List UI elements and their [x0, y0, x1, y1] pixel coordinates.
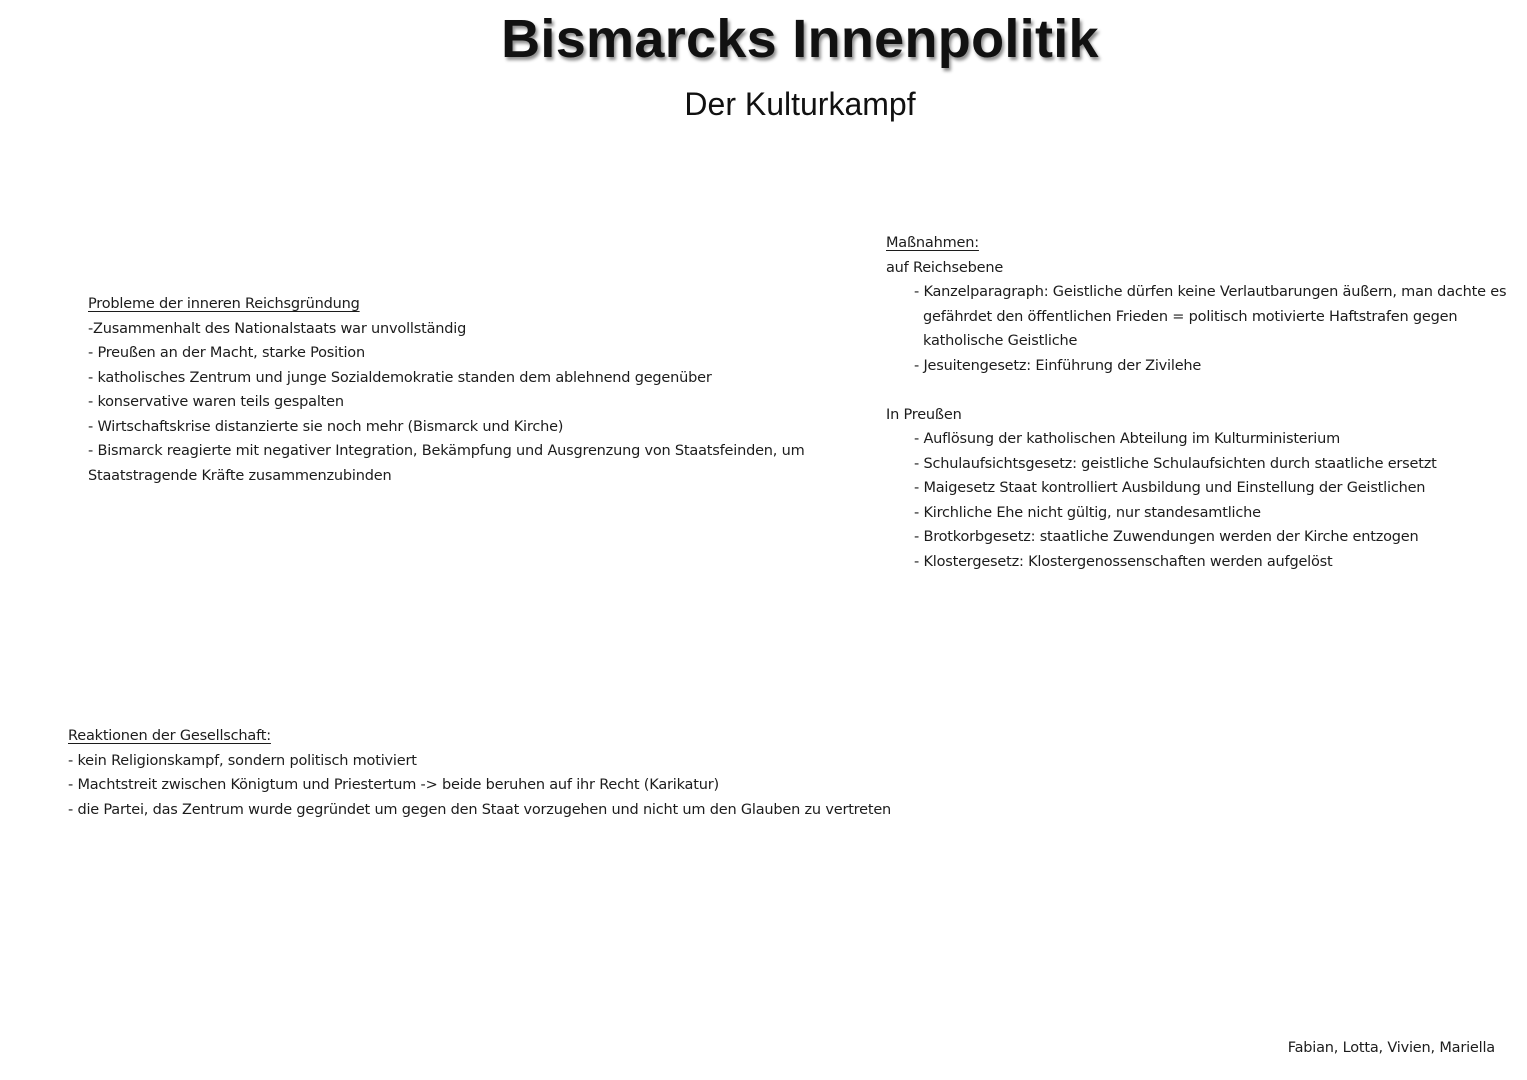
authors-credit: Fabian, Lotta, Vivien, Mariella	[1287, 1040, 1495, 1056]
page-subtitle: Der Kulturkampf	[684, 86, 916, 122]
massnahmen-section	[886, 231, 1506, 574]
reaktionen-line: - kein Religionskampf, sondern politisch motiviert	[68, 752, 417, 769]
probleme-line: -Zusammenhalt des Nationalstaats war unvollständig	[88, 320, 467, 337]
page-title: Bismarcks Innenpolitik	[501, 9, 1099, 69]
probleme-line: - Wirtschaftskrise distanzierte sie noch mehr (Bismarck und Kirche)	[88, 418, 564, 435]
probleme-heading: Probleme der inneren Reichsgründung	[88, 296, 360, 312]
reichsebene-item: - Kanzelparagraph: Geistliche dürfen keine Verlautbarungen äußern, man dachte es	[914, 284, 1507, 300]
preussen-item: - Auflösung der katholischen Abteilung im Kulturministerium	[914, 431, 1341, 447]
preussen-item: - Klostergesetz: Klostergenossenschaften werden aufgelöst	[914, 553, 1333, 570]
reaktionen-section	[68, 724, 891, 822]
preussen-item: - Maigesetz Staat kontrolliert Ausbildung und Einstellung der Geistlichen	[914, 480, 1426, 496]
spacer	[886, 378, 1506, 403]
probleme-line: Staatstragende Kräfte zusammenzubinden	[88, 467, 392, 484]
reichsebene-label: auf Reichsebene	[886, 259, 1004, 276]
preussen-item: - Kirchliche Ehe nicht gültig, nur standesamtliche	[914, 504, 1261, 521]
reaktionen-line: - die Partei, das Zentrum wurde gegründet um gegen den Staat vorzugehen und nicht um den Glauben zu vertreten	[68, 801, 892, 818]
reichsebene-item: katholische Geistliche	[923, 333, 1078, 349]
probleme-line: - katholisches Zentrum und junge Sozialdemokratie standen dem ablehnend gegenüber	[88, 369, 712, 386]
reaktionen-line: - Machtstreit zwischen Königtum und Priestertum -> beide beruhen auf ihr Recht (Karikatur)	[68, 777, 719, 793]
probleme-line: - Preußen an der Macht, starke Position	[88, 345, 365, 361]
probleme-section	[88, 292, 805, 488]
probleme-line: - konservative waren teils gespalten	[88, 394, 344, 410]
probleme-line: - Bismarck reagierte mit negativer Integration, Bekämpfung und Ausgrenzung von Staatsfeinden, um	[88, 443, 805, 459]
reichsebene-item: gefährdet den öffentlichen Frieden = politisch motivierte Haftstrafen gegen	[923, 308, 1458, 325]
reichsebene-item: - Jesuitengesetz: Einführung der Zivilehe	[914, 357, 1202, 374]
reaktionen-heading: Reaktionen der Gesellschaft:	[68, 728, 271, 744]
preussen-label: In Preußen	[886, 406, 962, 423]
preussen-item: - Schulaufsichtsgesetz: geistliche Schulaufsichten durch staatliche ersetzt	[914, 455, 1437, 472]
preussen-item: - Brotkorbgesetz: staatliche Zuwendungen werden der Kirche entzogen	[914, 529, 1419, 545]
massnahmen-heading: Maßnahmen:	[886, 235, 979, 251]
